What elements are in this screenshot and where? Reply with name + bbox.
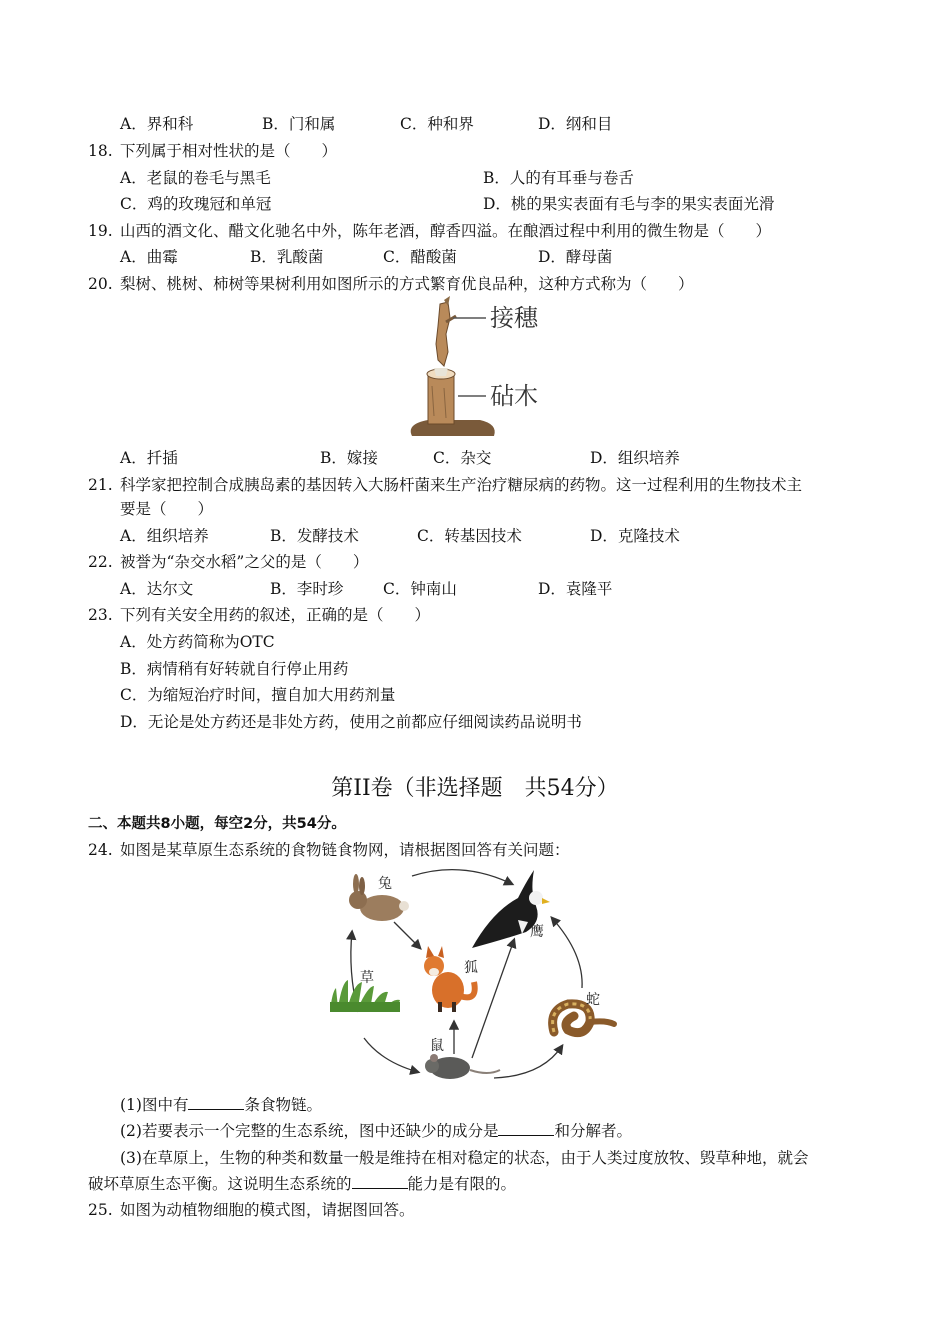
- q24-part1-text-b: 条食物链。: [244, 1096, 322, 1114]
- answer-blank-1[interactable]: [188, 1095, 244, 1110]
- q23-option-c: C．为缩短治疗时间，擅自加大用药剂量: [120, 686, 396, 704]
- q25-stem: 如图为动植物细胞的模式图，请据图回答。: [120, 1201, 415, 1219]
- q21-option-b: B．发酵技术: [270, 527, 359, 545]
- grafting-figure: [398, 296, 568, 442]
- q21-number: 21.: [88, 476, 113, 494]
- q18-stem: 下列属于相对性状的是（ ）: [120, 142, 338, 160]
- q21-stem-line1: 科学家把控制合成胰岛素的基因转入大肠杆菌来生产治疗糖尿病的药物。这一过程利用的生物技术主: [120, 476, 803, 494]
- q23-option-b: B．病情稍有好转就自行停止用药: [120, 660, 349, 678]
- q24-part3-text-b: 能力是有限的。: [407, 1175, 517, 1193]
- rabbit-label: 兔: [378, 876, 392, 892]
- q24-part3-line2: [88, 1174, 516, 1194]
- q17-option-d: D．纲和目: [538, 115, 613, 133]
- mouse-icon: [425, 1054, 500, 1079]
- answer-blank-2[interactable]: [498, 1121, 554, 1136]
- q20-option-a: A．扦插: [120, 449, 178, 467]
- grass-label: 草: [360, 970, 374, 986]
- answer-blank-3[interactable]: [352, 1174, 408, 1189]
- q24-part1: [120, 1095, 322, 1115]
- q22-option-d: D．袁隆平: [538, 580, 613, 598]
- q25-number: 25.: [88, 1201, 113, 1219]
- q17-option-a: A．界和科: [120, 115, 194, 133]
- q19-option-c: C．醋酸菌: [383, 248, 457, 266]
- q18-option-a: A．老鼠的卷毛与黑毛: [120, 169, 271, 187]
- q21-stem-line2: 要是（ ）: [120, 500, 214, 518]
- q24-part2-text-b: 和分解者。: [554, 1122, 632, 1140]
- scion-label: 接穗: [490, 304, 538, 332]
- snake-icon: [553, 1004, 614, 1033]
- q18-option-c: C．鸡的玫瑰冠和单冠: [120, 195, 272, 213]
- food-web-figure: [322, 862, 624, 1088]
- q22-option-a: A．达尔文: [120, 580, 194, 598]
- q21-option-a: A．组织培养: [120, 527, 209, 545]
- q19-option-b: B．乳酸菌: [250, 248, 324, 266]
- q20-option-c: C．杂交: [433, 449, 492, 467]
- q22-option-c: C．钟南山: [383, 580, 457, 598]
- q24-part2-text-a: (2)若要表示一个完整的生态系统，图中还缺少的成分是: [120, 1122, 499, 1140]
- q21-option-c: C．转基因技术: [417, 527, 522, 545]
- q20-option-d: D．组织培养: [590, 449, 680, 467]
- fox-label: 狐: [464, 960, 478, 976]
- rootstock-icon: [411, 368, 495, 436]
- section-instructions: 二、本题共8小题，每空2分，共54分。: [88, 816, 346, 832]
- q23-stem: 下列有关安全用药的叙述，正确的是（ ）: [120, 606, 431, 624]
- q18-number: 18.: [88, 142, 113, 160]
- q17-option-c: C．种和界: [400, 115, 474, 133]
- fox-icon: [424, 946, 475, 1012]
- q18-option-d: D．桃的果实表面有毛与李的果实表面光滑: [483, 195, 775, 213]
- q18-option-b: B．人的有耳垂与卷舌: [483, 169, 634, 187]
- scion-icon: [436, 296, 456, 366]
- q24-part3-line1: (3)在草原上，生物的种类和数量一般是维持在相对稳定的状态，由于人类过度放牧、毁草种地，就会: [120, 1149, 809, 1167]
- q19-option-d: D．酵母菌: [538, 248, 613, 266]
- q22-stem: 被誉为“杂交水稻”之父的是（ ）: [120, 553, 369, 571]
- q24-stem: 如图是某草原生态系统的食物链食物网，请根据图回答有关问题：: [120, 841, 570, 859]
- eagle-label: 鹰: [530, 924, 544, 940]
- q24-part3-text-a: 破坏草原生态平衡。这说明生态系统的: [88, 1175, 352, 1193]
- q17-option-b: B．门和属: [262, 115, 336, 133]
- q22-option-b: B．李时珍: [270, 580, 344, 598]
- q22-number: 22.: [88, 553, 113, 571]
- q24-part1-text-a: (1)图中有: [120, 1096, 189, 1114]
- q23-number: 23.: [88, 606, 113, 624]
- q19-stem: 山西的酒文化、醋文化驰名中外，陈年老酒，醇香四溢。在酿酒过程中利用的微生物是（ ）: [120, 222, 772, 240]
- q19-option-a: A．曲霉: [120, 248, 178, 266]
- rootstock-label: 砧木: [490, 382, 538, 410]
- q20-option-b: B．嫁接: [320, 449, 378, 467]
- snake-label: 蛇: [586, 992, 600, 1008]
- q23-option-a: A．处方药简称为OTC: [120, 633, 275, 651]
- q20-stem: 梨树、桃树、柿树等果树利用如图所示的方式繁育优良品种，这种方式称为（ ）: [120, 275, 694, 293]
- q20-number: 20.: [88, 275, 113, 293]
- q19-number: 19.: [88, 222, 113, 240]
- q21-option-d: D．克隆技术: [590, 527, 680, 545]
- section-title: 第II卷（非选择题 共54分）: [331, 776, 619, 801]
- mouse-label: 鼠: [430, 1038, 444, 1054]
- q24-part2: [120, 1121, 632, 1141]
- q24-number: 24.: [88, 841, 113, 859]
- q23-option-d: D．无论是处方药还是非处方药，使用之前都应仔细阅读药品说明书: [120, 713, 582, 731]
